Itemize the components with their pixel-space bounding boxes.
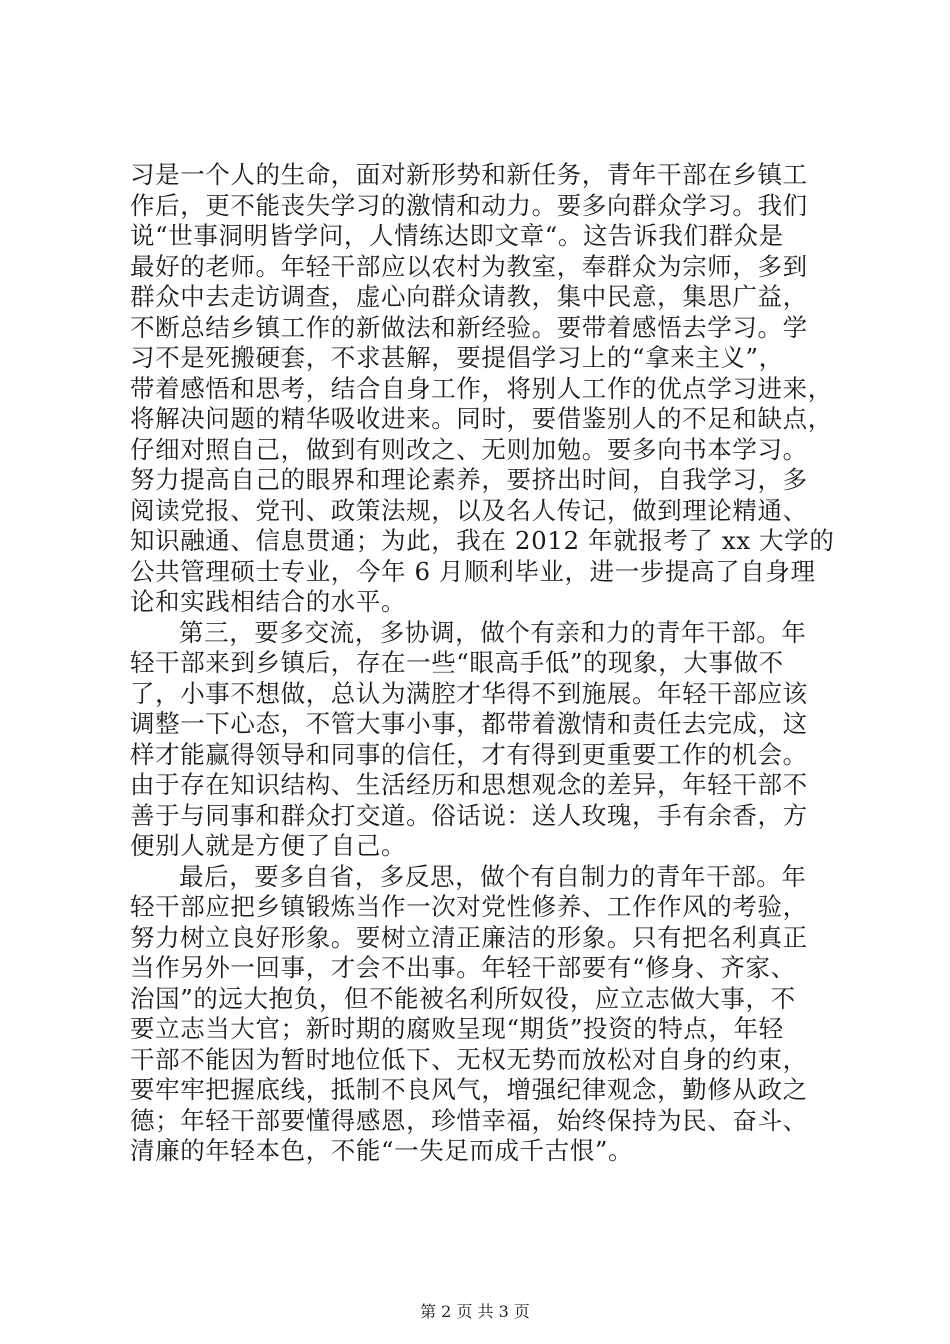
- text-line: 干部不能因为暂时地位低下、无权无势而放松对自身的约束，: [130, 1044, 808, 1074]
- text-line: 便别人就是方便了自己。: [130, 831, 407, 860]
- text-line: 知识融通、信息贯通；为此，我在 2012 年就报考了 xx 大学的: [130, 526, 835, 555]
- paragraph-communication: [130, 618, 830, 862]
- text-line: 最好的老师。年轻干部应以农村为教室，奉群众为宗师，多到: [130, 251, 808, 281]
- text-line: 阅读党报、党刊、政策法规，以及名人传记，做到理论精通、: [130, 495, 808, 525]
- text-line: 要牢牢把握底线，抵制不良风气，增强纪律观念，勤修从政之: [130, 1075, 808, 1104]
- text-line: 善于与同事和群众打交道。俗话说：送人玫瑰，手有余香，方: [130, 800, 808, 830]
- text-line: 要立志当大官；新时期的腐败呈现“期货”投资的特点，年轻: [130, 1014, 784, 1043]
- text-line: 清廉的年轻本色，不能“一失足而成千古恨”。: [130, 1136, 634, 1165]
- text-line: 由于存在知识结构、生活经历和思想观念的差异，年轻干部不: [130, 770, 808, 799]
- text-line: 努力树立良好形象。要树立清正廉洁的形象。只有把名利真正: [130, 922, 808, 952]
- text-line: 仔细对照自己，做到有则改之、无则加勉。要多向书本学习。: [130, 434, 808, 464]
- text-line: 将解决问题的精华吸收进来。同时，要借鉴别人的不足和缺点，: [130, 404, 833, 433]
- text-line: 带着感悟和思考，结合自身工作，将别人工作的优点学习进来，: [130, 373, 833, 403]
- page-footer: [0, 1302, 950, 1322]
- paragraph-self-reflection: [130, 862, 830, 1167]
- text-line: 治国”的远大抱负，但不能被名利所奴役，应立志做大事，不: [130, 983, 796, 1013]
- text-line: 习是一个人的生命，面对新形势和新任务，青年干部在乡镇工: [130, 160, 808, 189]
- document-body: [130, 160, 835, 1167]
- page-number: 第 2 页 共 3 页: [420, 1302, 530, 1321]
- text-line: 作后，更不能丧失学习的激情和动力。要多向群众学习。我们: [130, 190, 808, 220]
- text-line: 德；年轻干部要懂得感恩，珍惜幸福，始终保持为民、奋斗、: [130, 1105, 808, 1135]
- paragraph-study-continued: [130, 160, 835, 618]
- text-line: 不断总结乡镇工作的新做法和新经验。要带着感悟去学习。学: [130, 312, 808, 342]
- text-line: 样才能赢得领导和同事的信任，才有得到更重要工作的机会。: [130, 739, 808, 769]
- text-line: 群众中去走访调查，虚心向群众请教，集中民意，集思广益，: [130, 282, 808, 311]
- text-line: 轻干部来到乡镇后，存在一些“眼高手低”的现象，大事做不: [130, 648, 784, 677]
- text-line: 论和实践相结合的水平。: [130, 587, 407, 616]
- text-line: 调整一下心态，不管大事小事，都带着激情和责任去完成，这: [130, 709, 808, 738]
- text-line: 了，小事不想做，总认为满腔才华得不到施展。年轻干部应该: [130, 678, 808, 708]
- text-line: 努力提高自己的眼界和理论素养，要挤出时间，自我学习，多: [130, 465, 808, 494]
- text-line: 说“世事洞明皆学问，人情练达即文章“。这告诉我们群众是: [130, 221, 784, 250]
- text-line: 当作另外一回事，才会不出事。年轻干部要有“修身、齐家、: [130, 953, 796, 982]
- text-line: 第三，要多交流，多协调，做个有亲和力的青年干部。年: [179, 617, 807, 647]
- text-line: 最后，要多自省，多反思，做个有自制力的青年干部。年: [179, 861, 807, 891]
- text-line: 轻干部应把乡镇锻炼当作一次对党性修养、工作作风的考验，: [130, 892, 808, 921]
- text-line: 公共管理硕士专业，今年 6 月顺利毕业，进一步提高了自身理: [130, 556, 816, 586]
- text-line: 习不是死搬硬套，不求甚解，要提倡学习上的“拿来主义”，: [130, 343, 784, 372]
